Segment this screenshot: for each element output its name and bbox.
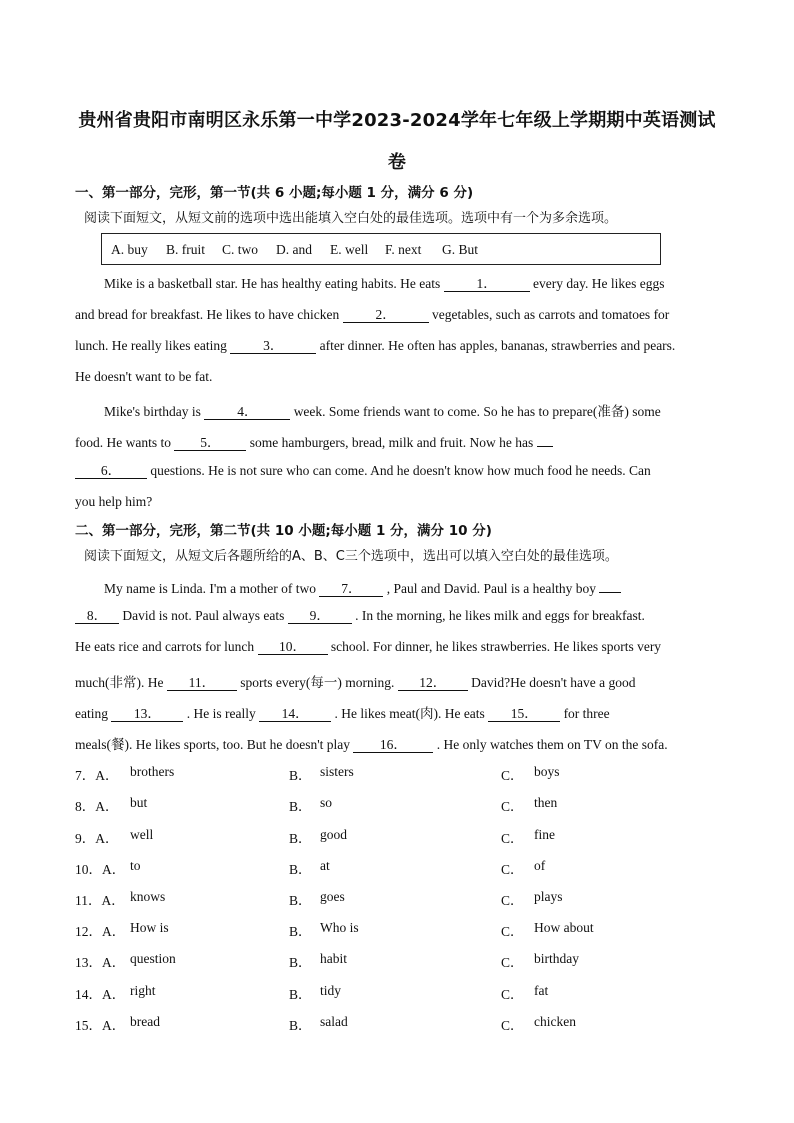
choice-a: How is — [130, 920, 169, 935]
question-row: 11．A． knows B． goes C． plays — [75, 889, 563, 908]
passage1-line: 6． questions. He is not sure who can come. And he doesn't know how much food he needs. Can — [75, 463, 651, 479]
question-row: 9．A． well B． good C． fine — [75, 827, 555, 846]
passage2-line: much(非常). He 11． sports every(每一) morning. 12． David?He doesn't have a good — [75, 675, 636, 690]
choice-a: well — [130, 827, 154, 842]
blank-8: 8． — [75, 608, 119, 624]
passage2-line: He eats rice and carrots for lunch 10． school. For dinner, he likes strawberries. He likes sports very — [75, 639, 662, 654]
page-title: 贵州省贵阳市南明区永乐第一中学2023-2024学年七年级上学期期中英语测试 — [78, 110, 716, 131]
blank-2: 2． — [343, 307, 429, 323]
option-f: F. next — [385, 242, 422, 257]
passage2-line: My name is Linda. I'm a mother of two 7． , Paul and David. Paul is a healthy boy — [104, 577, 621, 597]
section1-instruction: 阅读下面短文，从短文前的选项中选出能填入空白处的最佳选项。选项中有一个为多余选项。 — [84, 211, 618, 226]
blank-13: 13． — [111, 706, 183, 722]
passage1-line: Mike's birthday is 4． week. Some friends want to come. So he has to prepare(准备) some — [104, 404, 661, 419]
option-a: A. buy — [111, 242, 148, 257]
blank-11: 11． — [167, 675, 237, 691]
option-e: E. well — [330, 242, 369, 257]
options-box — [101, 233, 661, 265]
choice-a: right — [130, 983, 156, 998]
section2-instruction: 阅读下面短文，从短文后各题所给的A、B、C三个选项中，选出可以填入空白处的最佳选项。 — [84, 549, 618, 564]
choice-a: to — [130, 858, 141, 873]
choice-c: then — [534, 795, 558, 810]
choice-a: brothers — [130, 764, 175, 779]
passage1-line: you help him? — [75, 494, 153, 509]
page-title-continued: 卷 — [387, 152, 407, 173]
blank-15: 15． — [488, 706, 560, 722]
section2-heading: 二、第一部分，完形，第二节(共 10 小题;每小题 1 分，满分 10 分) — [75, 523, 492, 539]
choice-a: question — [130, 951, 176, 966]
question-row: 7．A． brothers B． sisters C． boys — [75, 764, 560, 783]
question-row: 15．A． bread B． salad C． chicken — [75, 1014, 576, 1033]
passage1-line: lunch. He really likes eating 3． after dinner. He often has apples, bananas, strawberries and pears. — [75, 338, 676, 353]
blank-14: 14． — [259, 706, 331, 722]
blank-1: 1． — [444, 276, 530, 292]
blank-6: 6． — [75, 463, 147, 479]
choice-b: habit — [320, 951, 347, 966]
blank-6-start — [537, 431, 553, 447]
choice-b: tidy — [320, 983, 342, 998]
blank-7: 7． — [319, 581, 383, 597]
choice-c: fine — [534, 827, 555, 842]
passage1-line: Mike is a basketball star. He has healthy eating habits. He eats 1． every day. He likes eggs — [104, 276, 665, 291]
choice-b: goes — [320, 889, 345, 904]
choice-b: salad — [320, 1014, 348, 1029]
choice-a: but — [130, 795, 148, 810]
choice-c: boys — [534, 764, 560, 779]
choice-a: knows — [130, 889, 166, 904]
option-g: G. But — [442, 242, 479, 257]
question-row: 10．A． to B． at C． of — [75, 858, 546, 877]
passage2-line: eating 13． . He is really 14． . He likes meat(肉). He eats 15． for three — [75, 706, 610, 721]
blank-8-start — [599, 577, 621, 593]
choice-b: at — [320, 858, 330, 873]
question-row: 12．A． How is B． Who is C． How about — [75, 920, 594, 939]
passage2-line: meals(餐). He likes sports, too. But he doesn't play 16． . He only watches them on TV on the sofa. — [75, 737, 668, 752]
passage1-line: food. He wants to 5． some hamburgers, bread, milk and fruit. Now he has — [75, 431, 553, 451]
blank-3: 3． — [230, 338, 316, 354]
choice-b: good — [320, 827, 347, 842]
choice-c: fat — [534, 983, 549, 998]
choice-c: birthday — [534, 951, 579, 966]
choice-b: so — [320, 795, 333, 810]
option-d: D. and — [276, 242, 312, 257]
passage2-line: 8． David is not. Paul always eats 9． . In the morning, he likes milk and eggs for breakfast. — [75, 608, 645, 624]
blank-10: 10． — [258, 639, 328, 655]
blank-5: 5． — [174, 435, 246, 451]
choice-c: chicken — [534, 1014, 576, 1029]
choice-c: How about — [534, 920, 594, 935]
option-c: C. two — [222, 242, 259, 257]
question-row: 8．A． but B． so C． then — [75, 795, 558, 814]
question-row: 13．A． question B． habit C． birthday — [75, 951, 579, 970]
blank-4: 4． — [204, 404, 290, 420]
choice-c: plays — [534, 889, 563, 904]
section1-heading: 一、第一部分，完形，第一节(共 6 小题;每小题 1 分，满分 6 分) — [75, 185, 474, 201]
blank-12: 12． — [398, 675, 468, 691]
passage1-line: He doesn't want to be fat. — [75, 369, 213, 384]
option-b: B. fruit — [166, 242, 205, 257]
choice-b: sisters — [320, 764, 354, 779]
blank-16: 16． — [353, 737, 433, 753]
passage1-line: and bread for breakfast. He likes to have chicken 2． vegetables, such as carrots and tomatoes for — [75, 307, 670, 322]
choice-a: bread — [130, 1014, 160, 1029]
blank-9: 9． — [288, 608, 352, 624]
question-row: 14．A． right B． tidy C． fat — [75, 983, 549, 1002]
choice-c: of — [534, 858, 546, 873]
choice-b: Who is — [320, 920, 359, 935]
